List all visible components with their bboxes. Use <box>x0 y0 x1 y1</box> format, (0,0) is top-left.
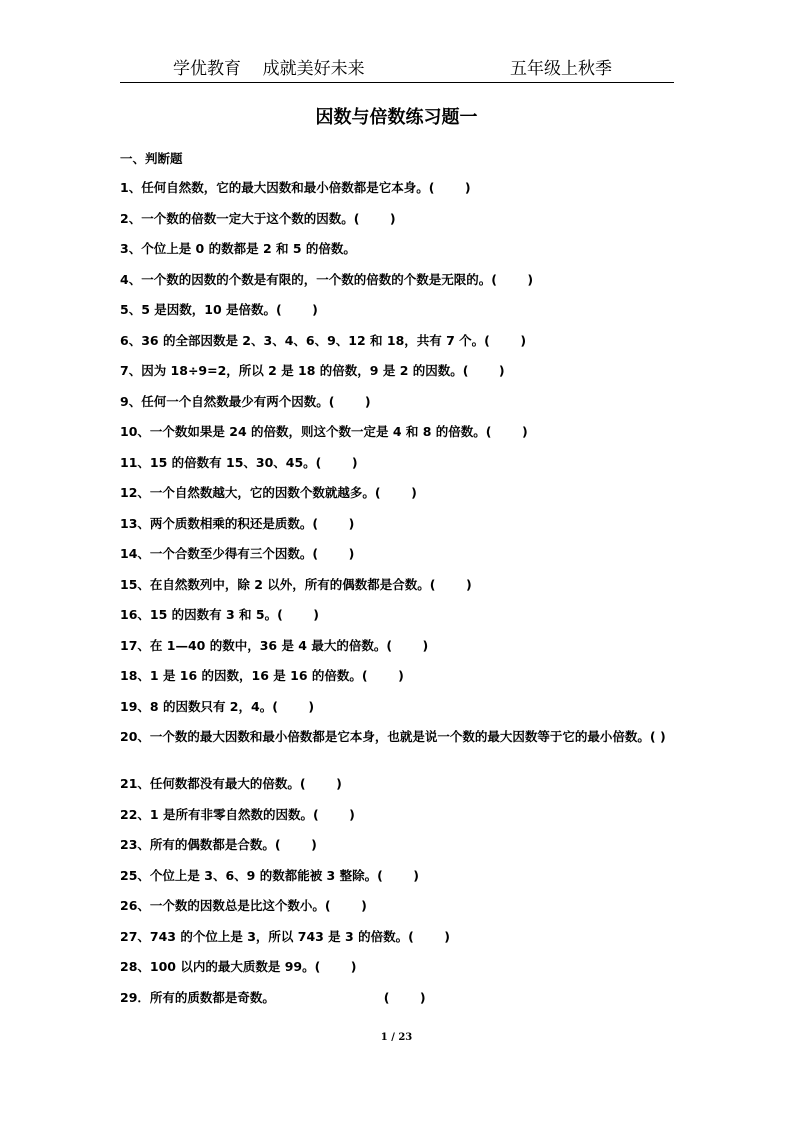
question-item: 15、在自然数列中，除 2 以外，所有的偶数都是合数。( ) <box>120 576 472 592</box>
header-grade: 五年级上秋季 <box>510 59 612 79</box>
question-list <box>120 180 676 1020</box>
question-item: 21、任何数都没有最大的倍数。( ) <box>120 776 342 791</box>
question-item: 1、任何自然数，它的最大因数和最小倍数都是它本身。( ) <box>120 180 471 195</box>
question-item: 28、100 以内的最大质数是 99。( ) <box>120 959 357 974</box>
question-item: 11、15 的倍数有 15、30、45。( ) <box>120 454 358 470</box>
question-item: 10、一个数如果是 24 的倍数，则这个数一定是 4 和 8 的倍数。( ) <box>120 424 528 439</box>
question-item: 25、个位上是 3、6、9 的数都能被 3 整除。( ) <box>120 867 419 883</box>
question-item: 4、一个数的因数的个数是有限的，一个数的倍数的个数是无限的。( ) <box>120 271 534 287</box>
question-item: 7、因为 18÷9=2，所以 2 是 18 的倍数，9 是 2 的因数。( ) <box>120 363 505 378</box>
question-item: 23、所有的偶数都是合数。( ) <box>120 837 317 852</box>
question-item: 22、1 是所有非零自然数的因数。( ) <box>120 806 355 822</box>
header-slogan: 学优教育 成就美好未来 <box>173 59 365 79</box>
question-item: 16、15 的因数有 3 和 5。( ) <box>120 607 319 622</box>
question-item: 2、一个数的倍数一定大于这个数的因数。( ) <box>120 210 396 226</box>
question-item: 17、在 1—40 的数中，36 是 4 最大的倍数。( ) <box>120 637 429 653</box>
page-title: 因数与倍数练习题一 <box>315 107 478 128</box>
question-item: 9、任何一个自然数最少有两个因数。( ) <box>120 393 371 409</box>
question-item: 14、一个合数至少得有三个因数。( ) <box>120 546 355 561</box>
question-item: 3、个位上是 0 的数都是 2 和 5 的倍数。 <box>120 241 356 256</box>
question-item: 5、5 是因数，10 是倍数。( ) <box>120 302 318 317</box>
section-heading: 一、判断题 <box>120 151 183 166</box>
question-item: 13、两个质数相乘的积还是质数。( ) <box>120 515 355 531</box>
page-number: 1 / 23 <box>380 1032 413 1043</box>
question-item: 20、一个数的最大因数和最小倍数都是它本身，也就是说一个数的最大因数等于它的最小倍数。( ) <box>120 729 666 744</box>
question-item: 27、743 的个位上是 3，所以 743 是 3 的倍数。( ) <box>120 928 450 944</box>
question-item: 29．所有的质数都是奇数。 ( ) <box>120 989 426 1005</box>
question-item: 26、一个数的因数总是比这个数小。( ) <box>120 898 367 913</box>
header-divider <box>120 82 674 83</box>
question-item: 18、1 是 16 的因数，16 是 16 的倍数。( ) <box>120 668 404 683</box>
question-item: 6、36 的全部因数是 2、3、4、6、9、12 和 18，共有 7 个。( ) <box>120 332 527 348</box>
question-item: 19、8 的因数只有 2，4。( ) <box>120 698 315 714</box>
question-item: 12、一个自然数越大，它的因数个数就越多。( ) <box>120 485 417 500</box>
